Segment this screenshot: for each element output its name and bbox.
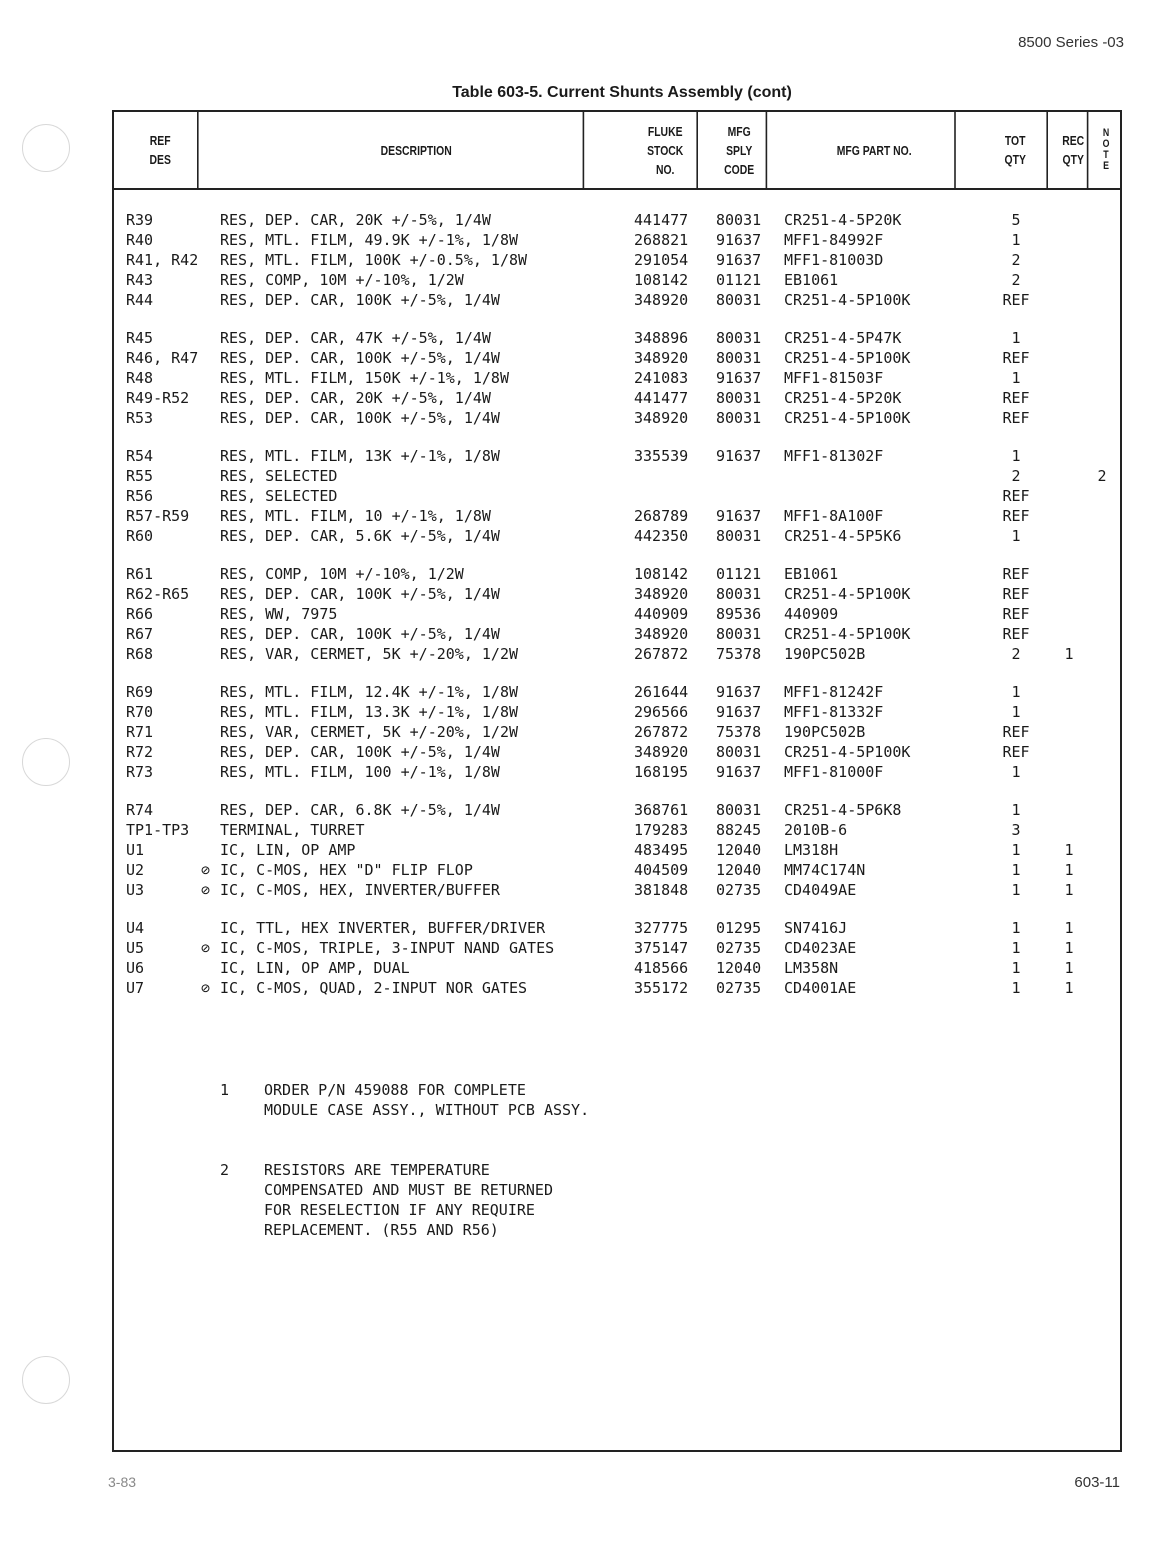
footnote-text: ORDER P/N 459088 FOR COMPLETE MODULE CASE ASSY., WITHOUT PCB ASSY.	[264, 1081, 590, 1119]
mfg-sply-code: 80031	[716, 211, 762, 229]
mfg-sply-code: 91637	[716, 763, 762, 781]
mfg-sply-code: 91637	[716, 447, 762, 465]
mfg-sply-code: 75378	[716, 645, 762, 663]
mfg-sply-code: 91637	[716, 703, 762, 721]
ref-des: R70	[126, 703, 154, 721]
mfg-part-no: CD4049AE	[784, 881, 857, 899]
fluke-stock-no: 418566	[634, 959, 689, 977]
mfg-part-no: CR251-4-5P5K6	[784, 527, 902, 545]
fluke-stock-no: 108142	[634, 271, 689, 289]
mfg-sply-code: 80031	[716, 291, 762, 309]
tot-qty: 1	[1011, 959, 1021, 977]
col-ref-des: REF DES	[123, 112, 198, 188]
tot-qty: 1	[1011, 231, 1021, 249]
table-row	[114, 860, 1120, 880]
mfg-part-no: CR251-4-5P100K	[784, 585, 911, 603]
ref-des: R55	[126, 467, 154, 485]
parts-table	[112, 110, 1122, 1452]
ref-des: R41, R42	[126, 251, 199, 269]
tot-qty: REF	[1002, 389, 1030, 407]
table-row	[114, 230, 1120, 250]
ref-des: U3	[126, 881, 145, 899]
col-tot-qty: TOT QTY	[984, 112, 1048, 188]
col-description: DESCRIPTION	[250, 112, 584, 188]
table-row	[114, 388, 1120, 408]
mfg-sply-code: 01121	[716, 271, 762, 289]
mfg-sply-code: 89536	[716, 605, 762, 623]
table-row	[114, 584, 1120, 604]
rec-qty: 1	[1064, 881, 1074, 899]
table-row	[114, 840, 1120, 860]
table-row	[114, 742, 1120, 762]
description: RES, MTL. FILM, 49.9K +/-1%, 1/8W	[220, 231, 519, 249]
description: RES, MTL. FILM, 13.3K +/-1%, 1/8W	[220, 703, 519, 721]
mfg-part-no: CR251-4-5P100K	[784, 349, 911, 367]
description: RES, SELECTED	[220, 467, 338, 485]
table-row	[114, 564, 1120, 584]
fluke-stock-no: 179283	[634, 821, 689, 839]
col-fluke-stock: FLUKE STOCK NO.	[634, 112, 698, 188]
mfg-part-no: MFF1-81503F	[784, 369, 884, 387]
description: RES, DEP. CAR, 47K +/-5%, 1/4W	[220, 329, 491, 347]
table-row	[114, 880, 1120, 900]
description: RES, DEP. CAR, 20K +/-5%, 1/4W	[220, 389, 491, 407]
ref-des: R46, R47	[126, 349, 199, 367]
tot-qty: 1	[1011, 881, 1021, 899]
ref-des: TP1-TP3	[126, 821, 190, 839]
fluke-stock-no: 168195	[634, 763, 689, 781]
description: RES, COMP, 10M +/-10%, 1/2W	[220, 271, 464, 289]
mfg-sply-code: 75378	[716, 723, 762, 741]
mfg-part-no: MFF1-81242F	[784, 683, 884, 701]
footnote-number: 2	[220, 1161, 230, 1179]
fluke-stock-no: 268789	[634, 507, 689, 525]
table-row	[114, 978, 1120, 998]
ref-des: R53	[126, 409, 154, 427]
mfg-sply-code: 80031	[716, 743, 762, 761]
fluke-stock-no: 375147	[634, 939, 689, 957]
tot-qty: 3	[1011, 821, 1021, 839]
mfg-part-no: 190PC502B	[784, 645, 866, 663]
fluke-stock-no: 348920	[634, 625, 689, 643]
date-code: 3-83	[108, 1474, 137, 1490]
description: IC, C-MOS, HEX "D" FLIP FLOP	[220, 861, 473, 879]
table-row	[114, 722, 1120, 742]
tot-qty: REF	[1002, 565, 1030, 583]
mfg-sply-code: 91637	[716, 251, 762, 269]
description: IC, C-MOS, QUAD, 2-INPUT NOR GATES	[220, 979, 528, 997]
mfg-part-no: CR251-4-5P100K	[784, 625, 911, 643]
description: IC, TTL, HEX INVERTER, BUFFER/DRIVER	[220, 919, 546, 937]
tot-qty: 1	[1011, 683, 1021, 701]
mfg-sply-code: 80031	[716, 625, 762, 643]
tot-qty: REF	[1002, 585, 1030, 603]
mfg-part-no: CR251-4-5P100K	[784, 743, 911, 761]
fluke-stock-no: 348920	[634, 291, 689, 309]
table-row	[114, 328, 1120, 348]
fluke-stock-no: 441477	[634, 211, 689, 229]
mfg-part-no: MFF1-81332F	[784, 703, 884, 721]
table-title: Table 603-5. Current Shunts Assembly (cont)	[452, 84, 792, 101]
fluke-stock-no: 348920	[634, 585, 689, 603]
fluke-stock-no: 348920	[634, 349, 689, 367]
ref-des: R67	[126, 625, 154, 643]
ref-des: U1	[126, 841, 145, 859]
page-header: 8500 Series -03	[1018, 34, 1124, 51]
ref-des: R43	[126, 271, 154, 289]
ref-des: R71	[126, 723, 154, 741]
mfg-sply-code: 02735	[716, 939, 762, 957]
ref-des: U4	[126, 919, 145, 937]
static-sensitive-icon: ⊘	[200, 881, 210, 899]
ref-des: R60	[126, 527, 154, 545]
rec-qty: 1	[1064, 841, 1074, 859]
fluke-stock-no: 108142	[634, 565, 689, 583]
mfg-sply-code: 12040	[716, 861, 762, 879]
mfg-sply-code: 80031	[716, 801, 762, 819]
fluke-stock-no: 404509	[634, 861, 689, 879]
description: RES, MTL. FILM, 10 +/-1%, 1/8W	[220, 507, 491, 525]
fluke-stock-no: 348920	[634, 743, 689, 761]
description: RES, MTL. FILM, 100 +/-1%, 1/8W	[220, 763, 500, 781]
mfg-part-no: SN7416J	[784, 919, 848, 937]
ref-des: R57-R59	[126, 507, 190, 525]
mfg-part-no: CR251-4-5P100K	[784, 291, 911, 309]
mfg-sply-code: 91637	[716, 369, 762, 387]
mfg-sply-code: 80031	[716, 329, 762, 347]
table-row	[114, 604, 1120, 624]
table-row	[114, 918, 1120, 938]
tot-qty: REF	[1002, 507, 1030, 525]
tot-qty: 1	[1011, 329, 1021, 347]
tot-qty: 1	[1011, 447, 1021, 465]
mfg-part-no: EB1061	[784, 271, 839, 289]
table-header	[114, 112, 1120, 190]
mfg-part-no: CR251-4-5P100K	[784, 409, 911, 427]
mfg-sply-code: 01295	[716, 919, 762, 937]
tot-qty: REF	[1002, 349, 1030, 367]
fluke-stock-no: 348920	[634, 409, 689, 427]
tot-qty: 1	[1011, 703, 1021, 721]
mfg-sply-code: 88245	[716, 821, 762, 839]
description: IC, LIN, OP AMP, DUAL	[220, 959, 410, 977]
table-row	[114, 820, 1120, 840]
tot-qty: 1	[1011, 979, 1021, 997]
table-row	[114, 408, 1120, 428]
fluke-stock-no: 291054	[634, 251, 689, 269]
table-row	[114, 348, 1120, 368]
tot-qty: REF	[1002, 605, 1030, 623]
mfg-part-no: CR251-4-5P20K	[784, 389, 902, 407]
mfg-sply-code: 80031	[716, 409, 762, 427]
static-sensitive-icon: ⊘	[200, 979, 210, 997]
description: RES, DEP. CAR, 100K +/-5%, 1/4W	[220, 743, 500, 761]
ref-des: R73	[126, 763, 154, 781]
table-row	[114, 368, 1120, 388]
tot-qty: 1	[1011, 369, 1021, 387]
description: IC, LIN, OP AMP	[220, 841, 356, 859]
tot-qty: REF	[1002, 743, 1030, 761]
fluke-stock-no: 241083	[634, 369, 689, 387]
table-row	[114, 210, 1120, 230]
table-row	[114, 624, 1120, 644]
tot-qty: REF	[1002, 487, 1030, 505]
fluke-stock-no: 296566	[634, 703, 689, 721]
ref-des: R68	[126, 645, 154, 663]
ref-des: R69	[126, 683, 154, 701]
rec-qty: 1	[1064, 645, 1074, 663]
tot-qty: 1	[1011, 841, 1021, 859]
tot-qty: 1	[1011, 527, 1021, 545]
ref-des: R54	[126, 447, 154, 465]
description: RES, DEP. CAR, 5.6K +/-5%, 1/4W	[220, 527, 500, 545]
rec-qty: 1	[1064, 939, 1074, 957]
fluke-stock-no: 261644	[634, 683, 689, 701]
ref-des: R39	[126, 211, 154, 229]
table-row	[114, 526, 1120, 546]
ref-des: U7	[126, 979, 145, 997]
rec-qty: 1	[1064, 861, 1074, 879]
tot-qty: 2	[1011, 467, 1021, 485]
table-row	[114, 290, 1120, 310]
mfg-part-no: MFF1-84992F	[784, 231, 884, 249]
ref-des: U5	[126, 939, 145, 957]
description: TERMINAL, TURRET	[220, 821, 365, 839]
description: RES, MTL. FILM, 12.4K +/-1%, 1/8W	[220, 683, 519, 701]
table-row	[114, 466, 1120, 486]
binder-hole	[22, 124, 70, 172]
table-row	[114, 938, 1120, 958]
col-rec-qty: REC QTY	[1060, 112, 1089, 188]
note-ref: 2	[1097, 467, 1107, 485]
mfg-sply-code: 01121	[716, 565, 762, 583]
mfg-part-no: 440909	[784, 605, 839, 623]
page-number: 603-11	[1074, 1474, 1120, 1491]
tot-qty: 2	[1011, 251, 1021, 269]
mfg-part-no: CR251-4-5P47K	[784, 329, 902, 347]
description: RES, DEP. CAR, 100K +/-5%, 1/4W	[220, 409, 500, 427]
mfg-sply-code: 80031	[716, 349, 762, 367]
ref-des: R45	[126, 329, 154, 347]
ref-des: R48	[126, 369, 154, 387]
table-row	[114, 250, 1120, 270]
tot-qty: REF	[1002, 291, 1030, 309]
mfg-part-no: LM318H	[784, 841, 839, 859]
mfg-sply-code: 80031	[716, 585, 762, 603]
ref-des: R49-R52	[126, 389, 190, 407]
ref-des: R44	[126, 291, 154, 309]
table-row	[114, 486, 1120, 506]
fluke-stock-no: 381848	[634, 881, 689, 899]
mfg-part-no: LM358N	[784, 959, 839, 977]
rec-qty: 1	[1064, 919, 1074, 937]
footnote-text: RESISTORS ARE TEMPERATURE COMPENSATED AND MUST BE RETURNED FOR RESELECTION IF ANY REQUIRE REPLACEMENT. (R55 AND R56)	[264, 1161, 553, 1239]
table-row	[114, 762, 1120, 782]
mfg-part-no: 190PC502B	[784, 723, 866, 741]
description: IC, C-MOS, HEX, INVERTER/BUFFER	[220, 881, 500, 899]
mfg-part-no: CD4001AE	[784, 979, 857, 997]
mfg-sply-code: 02735	[716, 881, 762, 899]
tot-qty: REF	[1002, 625, 1030, 643]
description: RES, VAR, CERMET, 5K +/-20%, 1/2W	[220, 723, 519, 741]
tot-qty: 2	[1011, 645, 1021, 663]
col-note: N O T E	[1102, 127, 1110, 172]
description: RES, DEP. CAR, 100K +/-5%, 1/4W	[220, 349, 500, 367]
table-row	[114, 270, 1120, 290]
col-mfg-part: MFG PART NO.	[794, 112, 956, 188]
mfg-sply-code: 80031	[716, 389, 762, 407]
mfg-part-no: MFF1-81302F	[784, 447, 884, 465]
ref-des: U2	[126, 861, 145, 879]
fluke-stock-no: 442350	[634, 527, 689, 545]
description: RES, DEP. CAR, 20K +/-5%, 1/4W	[220, 211, 491, 229]
binder-hole	[22, 738, 70, 786]
fluke-stock-no: 327775	[634, 919, 689, 937]
mfg-sply-code: 91637	[716, 683, 762, 701]
mfg-sply-code: 02735	[716, 979, 762, 997]
tot-qty: REF	[1002, 409, 1030, 427]
fluke-stock-no: 335539	[634, 447, 689, 465]
table-row	[114, 682, 1120, 702]
mfg-sply-code: 80031	[716, 527, 762, 545]
description: RES, DEP. CAR, 100K +/-5%, 1/4W	[220, 625, 500, 643]
col-mfg-code: MFG SPLY CODE	[713, 112, 767, 188]
fluke-stock-no: 268821	[634, 231, 689, 249]
mfg-part-no: MFF1-8A100F	[784, 507, 884, 525]
rec-qty: 1	[1064, 959, 1074, 977]
description: RES, SELECTED	[220, 487, 338, 505]
tot-qty: 5	[1011, 211, 1021, 229]
mfg-sply-code: 91637	[716, 507, 762, 525]
description: RES, VAR, CERMET, 5K +/-20%, 1/2W	[220, 645, 519, 663]
mfg-part-no: MFF1-81000F	[784, 763, 884, 781]
mfg-part-no: CR251-4-5P6K8	[784, 801, 902, 819]
fluke-stock-no: 355172	[634, 979, 689, 997]
table-row	[114, 446, 1120, 466]
tot-qty: 1	[1011, 861, 1021, 879]
mfg-part-no: 2010B-6	[784, 821, 848, 839]
ref-des: R74	[126, 801, 154, 819]
mfg-part-no: MM74C174N	[784, 861, 866, 879]
static-sensitive-icon: ⊘	[200, 939, 210, 957]
ref-des: R66	[126, 605, 154, 623]
ref-des: U6	[126, 959, 145, 977]
fluke-stock-no: 483495	[634, 841, 689, 859]
ref-des: R40	[126, 231, 154, 249]
mfg-sply-code: 12040	[716, 959, 762, 977]
description: RES, WW, 7975	[220, 605, 338, 623]
description: RES, COMP, 10M +/-10%, 1/2W	[220, 565, 464, 583]
mfg-sply-code: 12040	[716, 841, 762, 859]
mfg-part-no: EB1061	[784, 565, 839, 583]
footnote-number: 1	[220, 1081, 230, 1099]
mfg-part-no: MFF1-81003D	[784, 251, 884, 269]
fluke-stock-no: 267872	[634, 723, 689, 741]
description: IC, C-MOS, TRIPLE, 3-INPUT NAND GATES	[220, 939, 555, 957]
mfg-part-no: CD4023AE	[784, 939, 857, 957]
table-row	[114, 506, 1120, 526]
ref-des: R72	[126, 743, 154, 761]
table-row	[114, 800, 1120, 820]
tot-qty: 1	[1011, 801, 1021, 819]
fluke-stock-no: 441477	[634, 389, 689, 407]
fluke-stock-no: 368761	[634, 801, 689, 819]
mfg-sply-code: 91637	[716, 231, 762, 249]
ref-des: R61	[126, 565, 154, 583]
tot-qty: 1	[1011, 763, 1021, 781]
fluke-stock-no: 440909	[634, 605, 689, 623]
fluke-stock-no: 267872	[634, 645, 689, 663]
binder-hole	[22, 1356, 70, 1404]
table-row	[114, 644, 1120, 664]
table-row	[114, 702, 1120, 722]
static-sensitive-icon: ⊘	[200, 861, 210, 879]
table-row	[114, 958, 1120, 978]
description: RES, DEP. CAR, 6.8K +/-5%, 1/4W	[220, 801, 500, 819]
mfg-part-no: CR251-4-5P20K	[784, 211, 902, 229]
tot-qty: 1	[1011, 939, 1021, 957]
description: RES, MTL. FILM, 100K +/-0.5%, 1/8W	[220, 251, 528, 269]
ref-des: R62-R65	[126, 585, 190, 603]
tot-qty: 1	[1011, 919, 1021, 937]
tot-qty: 2	[1011, 271, 1021, 289]
ref-des: R56	[126, 487, 154, 505]
description: RES, MTL. FILM, 150K +/-1%, 1/8W	[220, 369, 509, 387]
description: RES, DEP. CAR, 100K +/-5%, 1/4W	[220, 291, 500, 309]
fluke-stock-no: 348896	[634, 329, 689, 347]
description: RES, MTL. FILM, 13K +/-1%, 1/8W	[220, 447, 500, 465]
rec-qty: 1	[1064, 979, 1074, 997]
tot-qty: REF	[1002, 723, 1030, 741]
description: RES, DEP. CAR, 100K +/-5%, 1/4W	[220, 585, 500, 603]
